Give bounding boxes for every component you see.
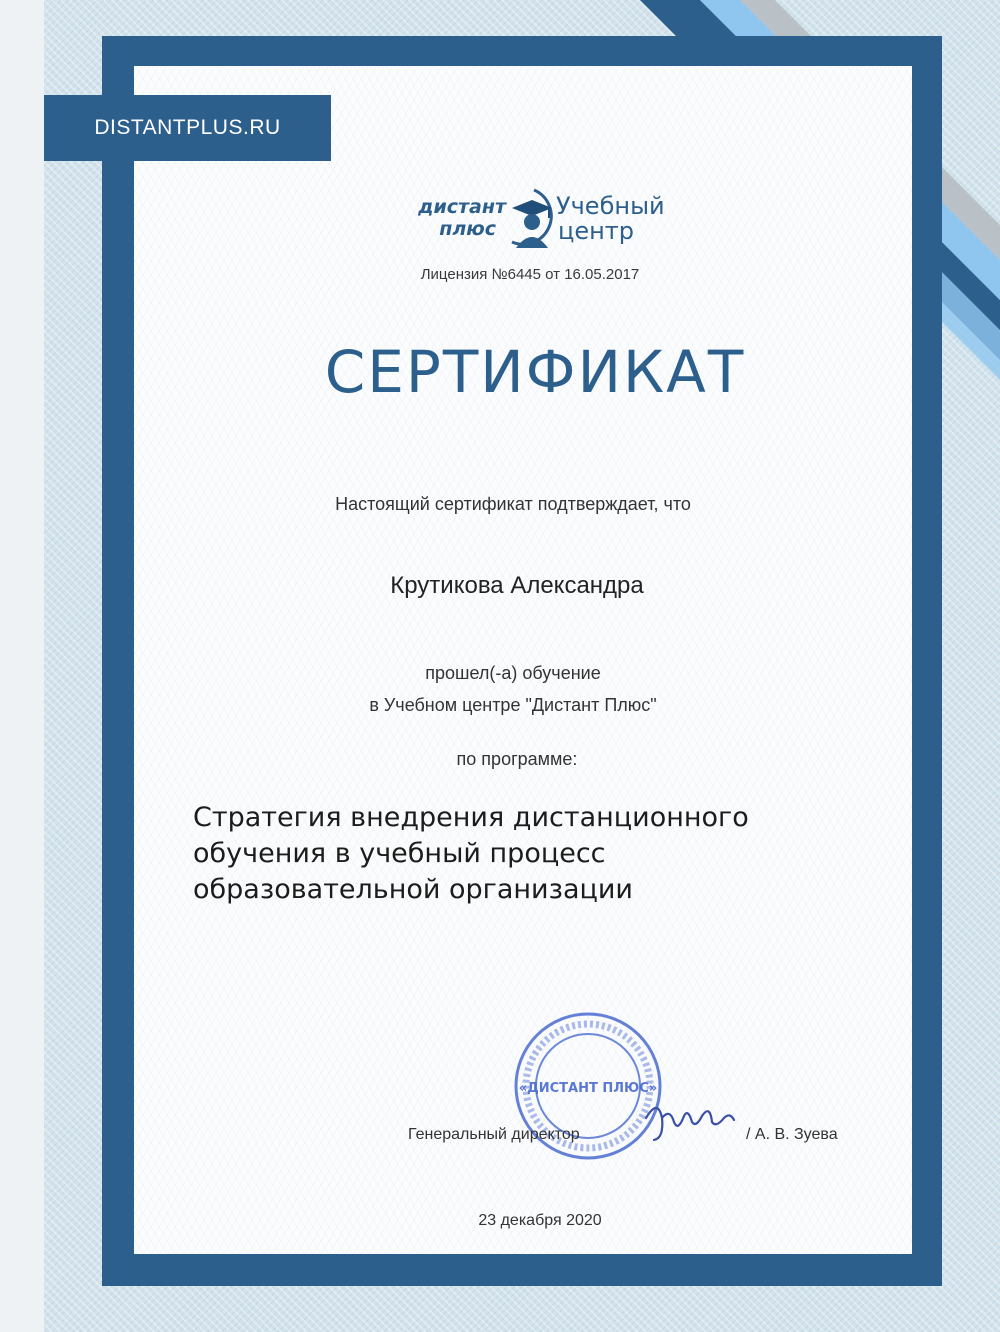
logo-center-text: [556, 194, 696, 244]
completion-line-1: прошел(-а) обучение: [425, 663, 601, 683]
director-title: Генеральный директор: [408, 1126, 580, 1143]
graduate-emblem-icon: [504, 186, 560, 250]
logo-left-line2: плюс: [439, 218, 496, 240]
site-domain-label: DISTANTPLUS.RU: [44, 95, 331, 161]
logo-right-line1: Учебный: [556, 192, 665, 220]
svg-text:«ДИСТАНТ ПЛЮС»: «ДИСТАНТ ПЛЮС»: [518, 1081, 658, 1096]
logo-brand-text: [396, 196, 506, 240]
logo-right-line2: центр: [558, 217, 635, 245]
program-line-1: Стратегия внедрения дистанционного: [193, 802, 749, 833]
confirmation-text: Настоящий сертификат подтверждает, что: [335, 494, 691, 514]
recipient-name: Крутикова Александра: [390, 572, 644, 599]
logo-left-line1: дистант: [418, 196, 506, 218]
license-text: Лицензия №6445 от 16.05.2017: [420, 266, 640, 283]
director-signature: [640, 1088, 740, 1148]
program-label: по программе:: [456, 749, 578, 769]
distant-plus-logo: [396, 186, 696, 256]
issue-date: 23 декабря 2020: [478, 1212, 602, 1229]
program-line-2: обучения в учебный процесс: [193, 838, 606, 869]
completion-text: [250, 657, 776, 721]
completion-line-2: в Учебном центре "Дистант Плюс": [369, 695, 657, 715]
certificate-title: СЕРТИФИКАТ: [324, 338, 746, 406]
director-name: / А. В. Зуева: [746, 1126, 838, 1143]
program-name: [193, 800, 833, 908]
program-line-3: образовательной организации: [193, 874, 633, 905]
